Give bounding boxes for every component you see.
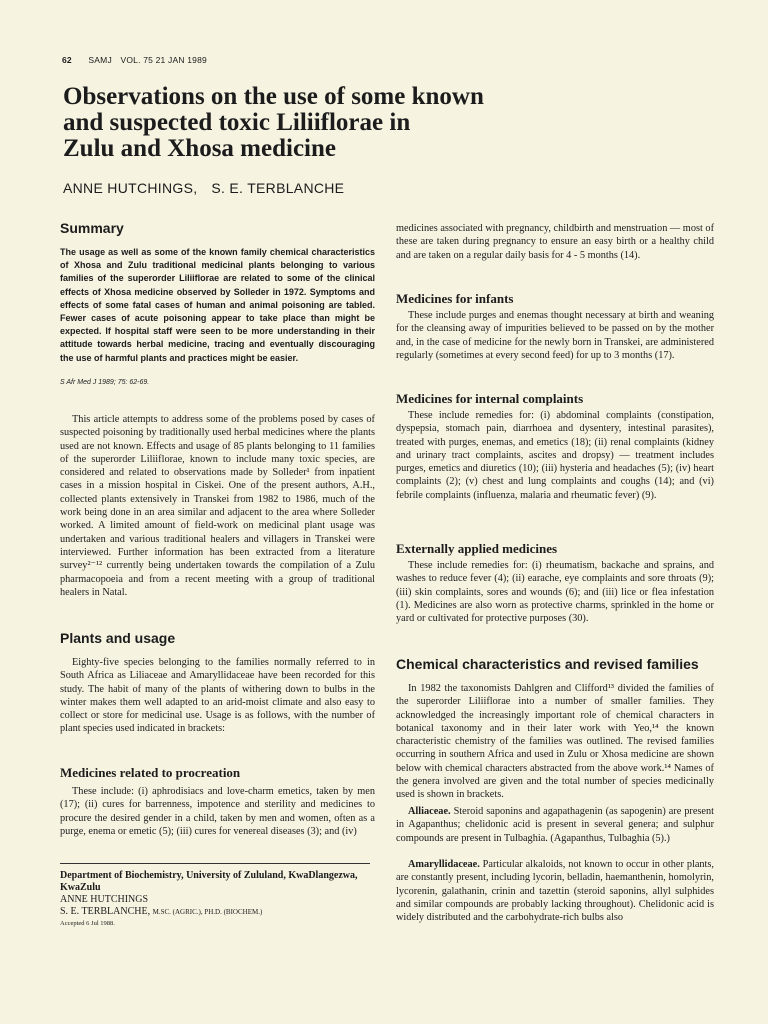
affiliation-author: ANNE HUTCHINGS [60, 894, 149, 905]
author-affiliation [60, 863, 370, 918]
procreation-heading: Medicines related to procreation [60, 765, 241, 780]
author-name: S. E. TERBLANCHE [211, 180, 345, 196]
external-heading: Externally applied medicines [396, 541, 558, 556]
infants-heading: Medicines for infants [396, 291, 514, 306]
title-line: and suspected toxic Liliiflorae in [63, 109, 411, 136]
author-degrees: M.SC. (AGRIC.), PH.D. (BIOCHEM.) [152, 908, 263, 916]
journal-citation: S Afr Med J 1989; 75: 62-69. [60, 379, 150, 386]
volume-date: VOL. 75 21 JAN 1989 [120, 55, 207, 65]
internal-complaints-heading: Medicines for internal complaints [396, 391, 584, 406]
alliaceae-term: Alliaceae. [408, 806, 451, 817]
title-line: Zulu and Xhosa medicine [63, 135, 336, 162]
alliaceae-paragraph [396, 805, 714, 845]
article-title [63, 84, 643, 162]
amaryllidaceae-term: Amaryllidaceae. [408, 859, 480, 870]
intro-paragraph: This article attempts to address some of the problems posed by cases of suspected poisoning by traditionally used herbal medicines where the plants used are not known. Effects and usage of 85 plants belonging to 11 families of the superorder Liliiflorae, known to include many toxic species, are considered and related to observations made by Solleder¹ from inpatient cases in a mission hospital in Ciskei. One of the present authors, A.H., collected plants extensively in Transkei from 1982 to 1986, much of the work being done in an area similar and adjacent to the area where Solleder worked. A limited amount of field-work on medicinal plant usage was undertaken and various traditional healers and villagers in Transkei were interviewed. Further information has been extracted from a literature survey²⁻¹² currently being undertaken towards the compilation of a Zulu pharmacopoeia and from a recent meeting with a group of traditional healers in Natal. [60, 414, 375, 598]
affiliation-author [60, 906, 370, 918]
accepted-date: Accepted 6 Jul 1988. [60, 920, 115, 927]
internal-complaints-paragraph: These include remedies for: (i) abdominal complaints (constipation, dyspepsia, stomach pain, diarrhoea and dysentery, intestinal parasites), treated with purges, enemas, and emetics (18); (ii) renal complaints (kidney and urinary tract complaints, ascites and dropsy) — treatment includes purges, emetics and diuretics (10); (iii) hysteria and headaches (5); (iv) heart complaints (2); (v) chest and lung complaints and coughs (14); and (vi) febrile complaints (influenza, malaria and rheumatic fever) (9). [396, 410, 714, 501]
chemical-paragraph: In 1982 the taxonomists Dahlgren and Clifford¹³ divided the families of the superorder Liliiflorae into a number of smaller families. They acknowledged the increasingly important role of chemical characters in botanical taxonomy and in their later work with Yeo,¹⁴ the known characteristic chemistry of the families was outlined. The revised families occurring in southern Africa and used in Zulu or Xhosa medicine are shown below with chemical characters abstracted from the above work.¹⁴ Names of the genera involved are given and the total number of species medicinally used is shown in brackets. [396, 683, 714, 801]
plants-usage-heading: Plants and usage [60, 630, 176, 646]
author-byline [63, 180, 344, 196]
alliaceae-text: Steroid saponins and agapathagenin (as sapogenin) are present in Agapanthus; chelidonic acid is present in several genera; and sulphur compounds are present in Tulbaghia. (Agapanthus, Tulbaghia (5).) [396, 806, 714, 844]
title-line: Observations on the use of some known [63, 83, 484, 110]
procreation-paragraph: These include: (i) aphrodisiacs and love-charm emetics, taken by men (17); (ii) cures for barrenness, impotence and sterility and medicines to procure the desired gender in a child, taken by men and women, often as a purge, enema or emetic (5); (iii) cures for venereal diseases (3); and (iv) [60, 786, 375, 837]
amaryllidaceae-paragraph [396, 858, 714, 924]
journal-name: SAMJ [88, 55, 112, 65]
running-header [62, 55, 207, 65]
plants-usage-paragraph: Eighty-five species belonging to the families normally referred to in South Africa as Liliaceae and Amaryllidaceae have been recorded for this study. The habit of many of the plants of withering down to bulbs in the winter makes them well adapted to an arid-moist climate and also easy to collect or store for medicinal use. Usage is as follows, with the number of plant species used indicated in brackets: [60, 657, 375, 735]
department: Department of Biochemistry, University of Zululand, KwaDlangezwa, KwaZulu [60, 870, 358, 893]
pregnancy-continuation: medicines associated with pregnancy, childbirth and menstruation — most of these are taken during pregnancy to ensure an easy birth or a healthy child and are taken on a regular daily basis for 4 - 5 months (14). [396, 223, 714, 261]
author-name: ANNE HUTCHINGS, [63, 180, 198, 196]
affiliation-author-name: S. E. TERBLANCHE, [60, 906, 151, 917]
amaryllidaceae-text: Particular alkaloids, not known to occur in other plants, are constantly present, including lycorin, belladin, haemanthenin, homolyrin, lycorenin, galathanin, crinin and tazettin (steroid saponins, allyl sulphides and similar compounds are probably lacking throughout). Chelidonic acid is widely distributed and the carbohydrate-rich bulbs also [396, 859, 714, 924]
page-number: 62 [62, 55, 72, 65]
summary-text: The usage as well as some of the known family chemical characteristics of Xhosa and Zulu traditional medicinal plants belonging to various families of the superorder Liliiflorae are related to some of the clinical effects of Xhosa medicine observed by Solleder in 1972. Symptoms and effects of some fatal cases of human and animal poisoning are tabled. Fewer cases of acute poisoning appear to take place than might be expected. If hospital staff were seen to be more understanding in their attitude towards herbal medicine, tracing and eventually discouraging the use of harmful plants and practices might be easier. [60, 247, 375, 363]
chemical-heading: Chemical characteristics and revised families [396, 656, 699, 672]
summary-heading: Summary [60, 220, 124, 236]
infants-paragraph: These include purges and enemas thought necessary at birth and weaning for the cleansing away of impurities believed to be passed on by the mother and, in the case of medicine for the newly born in Transkei, are administered regularly (sometimes at every second feed) for up to 3 months (17). [396, 310, 714, 361]
external-paragraph: These include remedies for: (i) rheumatism, backache and sprains, and washes to reduce fever (4); (ii) earache, eye complaints and sore throats (9); (iii) skin complaints, sores and wounds (6); and (iii) lice or flea infestation (1). Medicines are also worn as protective charms, sprinkled in the home or yard or cultivated for protective purposes (30). [396, 560, 714, 625]
